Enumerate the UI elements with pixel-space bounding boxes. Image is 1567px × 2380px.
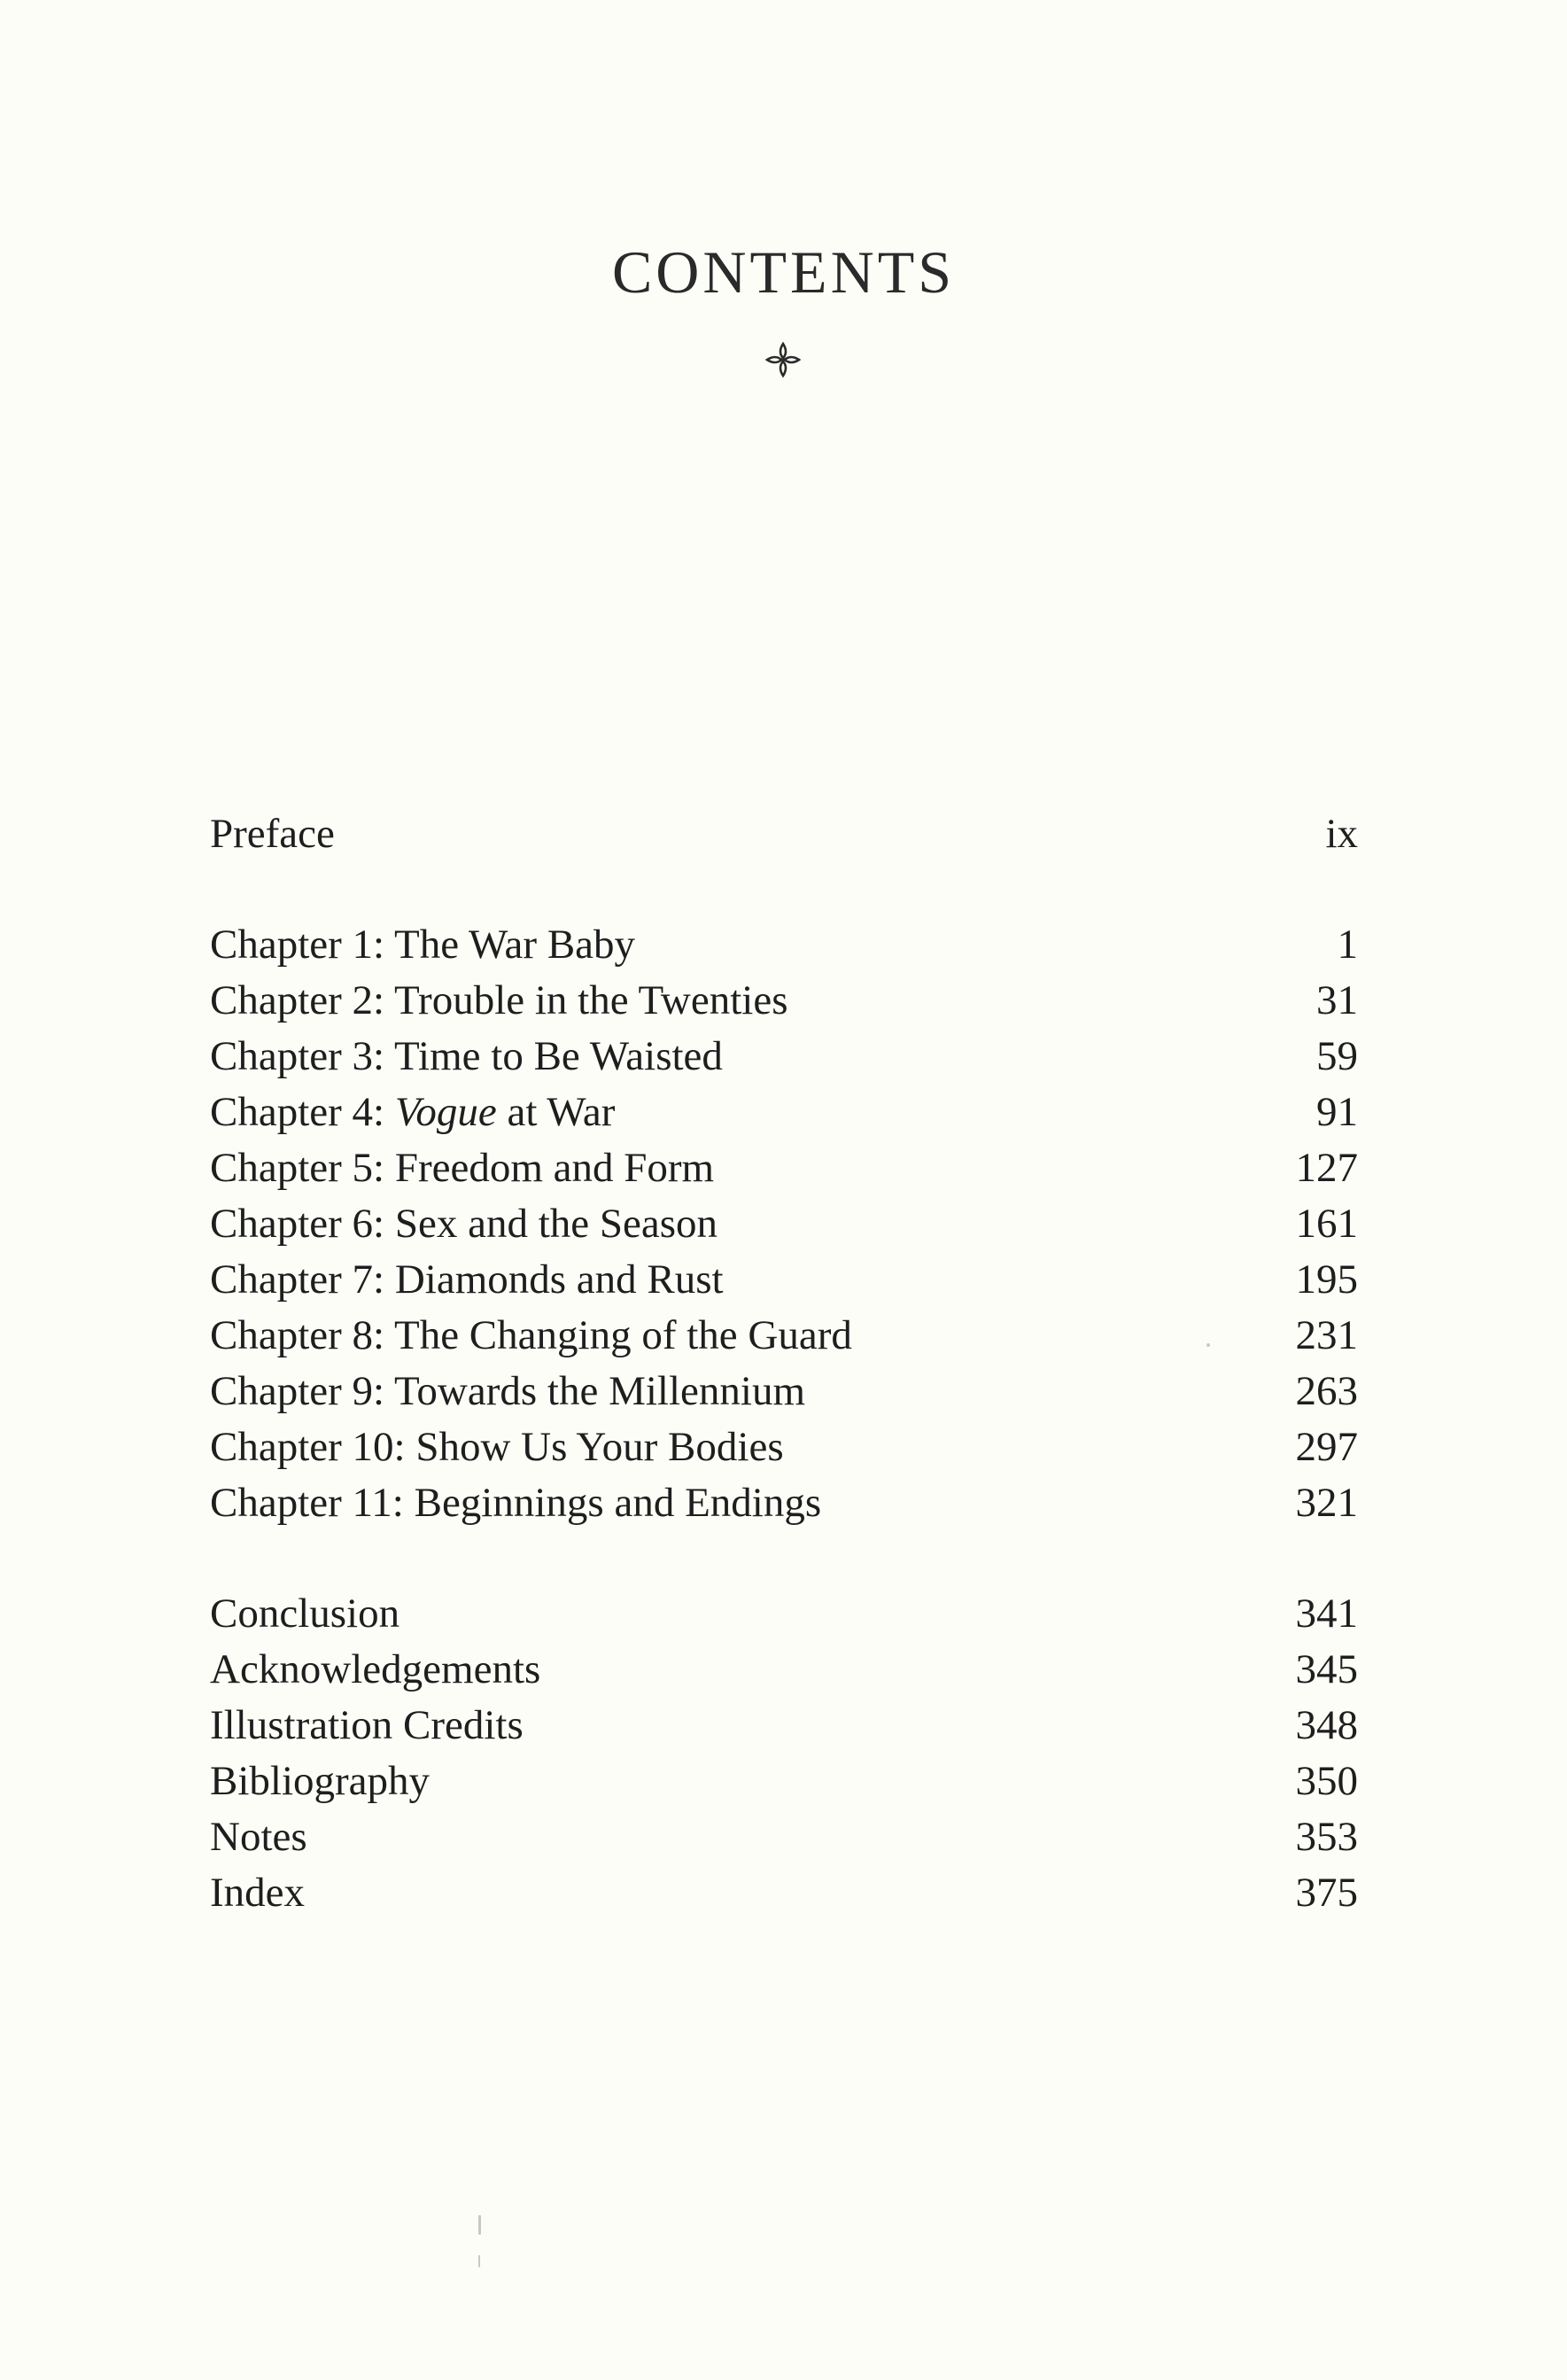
toc-entry [210,1252,1358,1308]
toc-entry [210,1809,1358,1865]
toc-entry-title-text: Chapter 7: Diamonds and Rust [210,1256,724,1303]
toc-entry [210,1364,1358,1419]
toc-entry-title-text: Chapter 8: The Changing of the Guard [210,1312,852,1358]
toc-entry-title-text: Chapter 10: Show Us Your Bodies [210,1424,784,1470]
paper-mark [478,2215,481,2235]
toc-entry-title [210,1642,540,1698]
toc-entry [210,917,1358,973]
toc-entry-page-number: 321 [1295,1480,1358,1526]
toc-entry-title-text: Conclusion [210,1591,400,1637]
toc-entry-title-text: Chapter 5: Freedom and Form [210,1145,715,1191]
toc-entry-page-number: 341 [1295,1591,1358,1637]
toc-entry-title [210,1085,615,1140]
toc-entry [210,1475,1358,1531]
page-title: CONTENTS [611,238,956,306]
toc-entry-title [210,973,788,1029]
toc-group [210,917,1358,1531]
toc-entry-title [210,1029,723,1085]
toc-entry-page-number: 375 [1295,1870,1358,1916]
toc-entry-title-text: Illustration Credits [210,1702,524,1748]
toc-entry-page-number: 161 [1295,1201,1358,1247]
toc-entry-title-text: Notes [210,1814,307,1860]
toc-entry-page-number: 345 [1295,1646,1358,1692]
toc-entry-title-text: Index [210,1870,306,1916]
paper-mark [1206,1343,1210,1347]
toc-entry-title [210,1754,430,1809]
toc-entry-title-text: Chapter 9: Towards the Millennium [210,1368,806,1414]
toc-entry-title-italic: Vogue [394,1089,497,1135]
toc-entry-page-number: 353 [1295,1814,1358,1860]
toc-entry-title [210,806,335,862]
toc-group [210,806,1358,862]
toc-entry-title [210,1308,852,1364]
toc-entry-title-text: Chapter 3: Time to Be Waisted [210,1033,723,1079]
toc-entry-title-text: Chapter 1: The War Baby [210,922,636,968]
toc-entry-page-number: 59 [1316,1033,1358,1079]
toc-entry-title [210,1140,714,1196]
toc-entry [210,1196,1358,1252]
paper-mark [478,2255,480,2267]
toc-entry-page-number: 263 [1295,1368,1358,1414]
toc-entry-page-number: 1 [1337,922,1358,968]
table-of-contents [210,806,1358,1921]
toc-entry [210,1698,1358,1754]
toc-entry-page-number: 31 [1316,977,1358,1023]
toc-entry-title [210,1809,307,1865]
toc-group [210,1586,1358,1921]
toc-entry-title-suffix: at War [496,1089,616,1135]
toc-entry-page-number: 127 [1295,1145,1358,1191]
toc-entry [210,1586,1358,1642]
toc-entry [210,973,1358,1029]
toc-entry-page-number: 91 [1316,1089,1358,1135]
toc-entry-page-number: 350 [1295,1758,1358,1804]
toc-entry-page-number: 297 [1295,1424,1358,1470]
toc-entry-title [210,1586,400,1642]
toc-entry [210,1865,1358,1921]
toc-entry-title-text: Preface [210,811,335,857]
toc-entry-title-text: Chapter 6: Sex and the Season [210,1201,718,1247]
toc-entry-page-number: 231 [1295,1312,1358,1358]
toc-entry [210,1419,1358,1475]
toc-entry-title-text: Chapter 4: [210,1089,395,1135]
toc-entry-page-number: 348 [1295,1702,1358,1748]
toc-entry-page-number: ix [1325,811,1358,857]
toc-entry-title-text: Chapter 11: Beginnings and Endings [210,1480,822,1526]
toc-entry-title [210,1698,524,1754]
toc-entry-title [210,917,635,973]
toc-entry-title [210,1865,305,1921]
toc-entry-page-number: 195 [1295,1256,1358,1303]
toc-entry [210,806,1358,862]
toc-entry [210,1754,1358,1809]
toc-entry [210,1140,1358,1196]
toc-entry-title [210,1196,718,1252]
toc-entry-title [210,1475,821,1531]
toc-entry-title [210,1252,724,1308]
fleuron-icon [764,340,803,379]
toc-entry [210,1029,1358,1085]
toc-entry [210,1642,1358,1698]
toc-entry-title-text: Chapter 2: Trouble in the Twenties [210,977,788,1023]
toc-entry [210,1308,1358,1364]
toc-entry-title-text: Bibliography [210,1758,431,1804]
toc-entry-title [210,1364,805,1419]
toc-entry [210,1085,1358,1140]
toc-entry-title [210,1419,784,1475]
toc-entry-title-text: Acknowledgements [210,1646,541,1692]
